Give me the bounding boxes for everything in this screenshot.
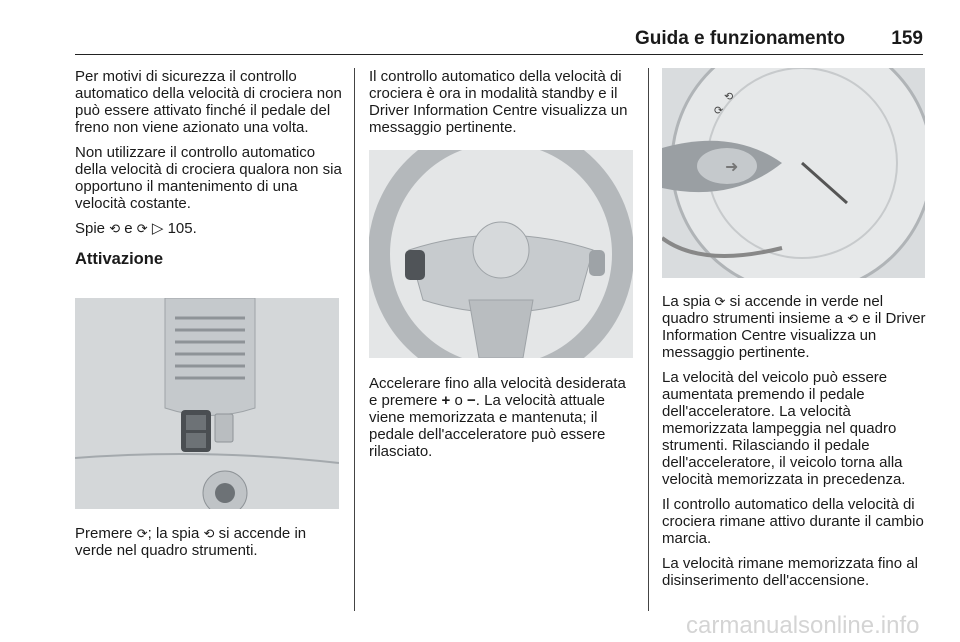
cruise-control-icon: ⟲	[847, 311, 859, 326]
column-divider	[648, 68, 649, 611]
svg-text:⟲: ⟲	[724, 91, 734, 103]
header-rule	[75, 54, 923, 55]
instrument-cluster-image	[662, 68, 925, 278]
svg-text:⟳: ⟳	[714, 105, 724, 117]
figure-caption	[75, 525, 345, 567]
paragraph: Spie ⟲ e ⟳ ▷ 105.	[75, 220, 197, 237]
paragraph: La velocità del veicolo può essere aumentata premendo il pedale dell'acceleratore. La velocità memorizzata lampeggia nel quadro strumenti. Rilasciando il pedale dell'acceleratore, il veicolo torna alla velocità memorizzata in precedenza.	[662, 369, 906, 488]
minus-icon: −	[467, 392, 476, 409]
plus-icon: +	[441, 392, 451, 409]
paragraph: Non utilizzare il controllo automatico della velocità di crociera qualora non sia opportuno il mantenimento di una velocità costante.	[75, 144, 342, 212]
watermark: carmanualsonline.info	[686, 612, 920, 639]
section-heading: Attivazione	[75, 250, 164, 268]
cruise-control-icon: ⟲	[203, 526, 215, 541]
paragraph: Il controllo automatico della velocità di crociera rimane attivo durante il cambio marcia.	[662, 496, 924, 547]
section-title: Guida e funzionamento	[634, 28, 845, 49]
page-reference-arrow-icon: ▷	[151, 220, 164, 237]
dashboard-switch-image	[75, 298, 339, 509]
paragraph: Accelerare fino alla velocità desiderata e premere + o −. La velocità attuale viene memorizzata e mantenuta; il pedale dell'acceleratore può essere rilasciato.	[369, 375, 626, 460]
paragraph: Premere ⟳; la spia ⟲ si accende in verde nel quadro strumenti.	[75, 525, 307, 559]
paragraph: Per motivi di sicurezza il controllo automatico della velocità di crociera non può essere attivato finché il pedale del freno non viene azionato una volta.	[75, 68, 342, 136]
column-divider	[354, 68, 355, 611]
cruise-control-icon: ⟲	[109, 221, 121, 236]
column-3	[662, 293, 930, 597]
steering-wheel-image	[369, 150, 633, 358]
column-2	[369, 68, 637, 144]
speed-limiter-icon: ⟳	[136, 526, 148, 541]
column-2-lower	[369, 375, 637, 468]
svg-text:➜: ➜	[725, 159, 739, 176]
page-header	[75, 28, 923, 54]
speed-limiter-icon: ⟳	[136, 221, 148, 236]
column-1	[75, 68, 345, 278]
paragraph: Il controllo automatico della velocità di crociera è ora in modalità standby e il Driver Information Centre visualizza un messaggio pertinente.	[369, 68, 628, 136]
paragraph: La spia ⟳ si accende in verde nel quadro strumenti insieme a ⟲ e il Driver Information Centre visualizza un messaggio pertinente.	[662, 293, 926, 361]
paragraph: La velocità rimane memorizzata fino al disinserimento dell'accensione.	[662, 555, 918, 589]
speed-limiter-icon: ⟳	[714, 294, 726, 309]
page-number: 159	[891, 28, 923, 49]
